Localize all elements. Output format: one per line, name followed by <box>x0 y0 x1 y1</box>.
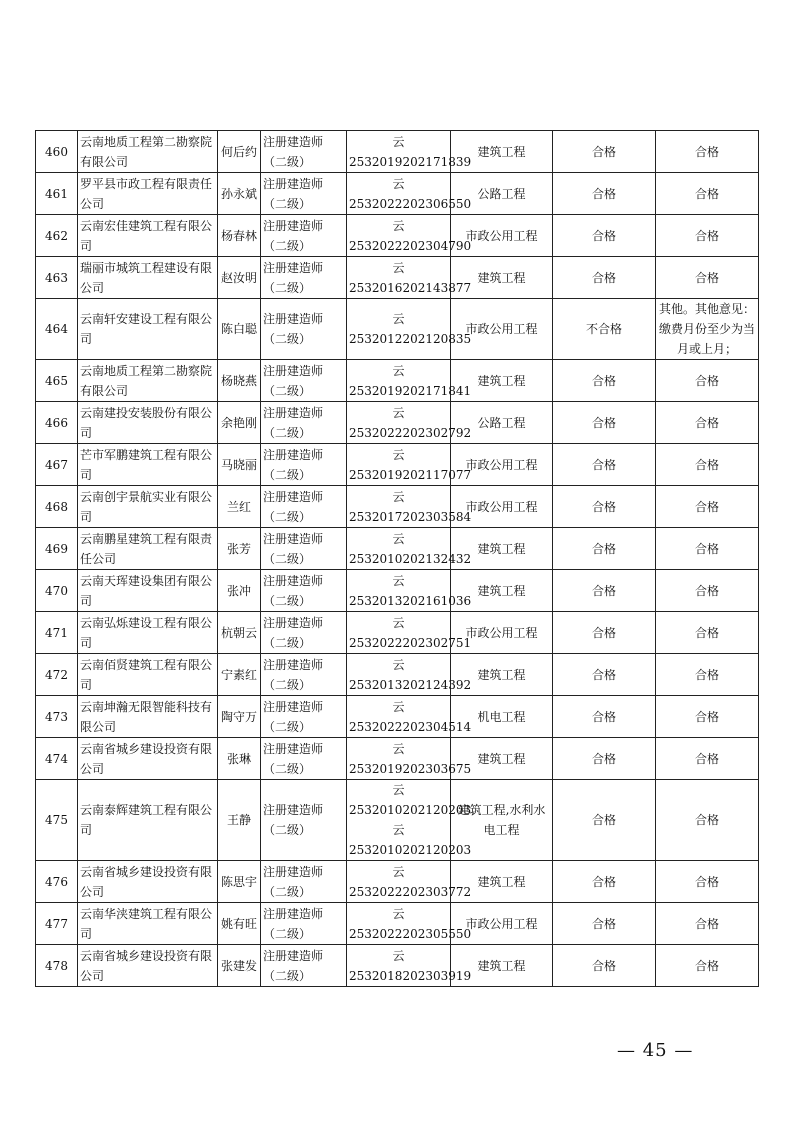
company-name: 云南省城乡建设投资有限公司 <box>78 861 218 903</box>
table-row <box>36 903 759 945</box>
major: 市政公用工程 <box>451 215 553 257</box>
review-result: 合格 <box>553 402 656 444</box>
person-name: 兰红 <box>218 486 261 528</box>
review-result: 合格 <box>553 945 656 987</box>
certificate-type: 注册建造师（二级） <box>261 299 347 360</box>
review-result: 不合格 <box>553 299 656 360</box>
row-number: 464 <box>36 299 78 360</box>
person-name: 张冲 <box>218 570 261 612</box>
review-result: 合格 <box>553 903 656 945</box>
review-opinion: 合格 <box>656 861 759 903</box>
company-name: 云南弘烁建设工程有限公司 <box>78 612 218 654</box>
table-row <box>36 738 759 780</box>
table-row <box>36 173 759 215</box>
row-number: 476 <box>36 861 78 903</box>
company-name: 云南建投安装股份有限公司 <box>78 402 218 444</box>
table-row <box>36 780 759 861</box>
row-number: 470 <box>36 570 78 612</box>
review-opinion: 合格 <box>656 486 759 528</box>
review-opinion: 合格 <box>656 738 759 780</box>
table-row <box>36 654 759 696</box>
review-result: 合格 <box>553 654 656 696</box>
person-name: 杨春林 <box>218 215 261 257</box>
person-name: 杭朝云 <box>218 612 261 654</box>
table-row <box>36 696 759 738</box>
company-name: 云南坤瀚无限智能科技有限公司 <box>78 696 218 738</box>
row-number: 467 <box>36 444 78 486</box>
person-name: 何后约 <box>218 131 261 173</box>
row-number: 468 <box>36 486 78 528</box>
row-number: 472 <box>36 654 78 696</box>
major: 建筑工程 <box>451 738 553 780</box>
registration-number: 云 2532022202302792 <box>347 402 451 444</box>
table-row <box>36 945 759 987</box>
review-result: 合格 <box>553 486 656 528</box>
certificate-type: 注册建造师（二级） <box>261 486 347 528</box>
certificate-type: 注册建造师（二级） <box>261 528 347 570</box>
review-opinion: 合格 <box>656 444 759 486</box>
table-row <box>36 486 759 528</box>
certificate-type: 注册建造师（二级） <box>261 696 347 738</box>
review-opinion: 合格 <box>656 402 759 444</box>
person-name: 张建发 <box>218 945 261 987</box>
major: 市政公用工程 <box>451 444 553 486</box>
review-result: 合格 <box>553 360 656 402</box>
table-row <box>36 570 759 612</box>
row-number: 474 <box>36 738 78 780</box>
review-result: 合格 <box>553 612 656 654</box>
certificate-type: 注册建造师（二级） <box>261 654 347 696</box>
company-name: 云南地质工程第二勘察院有限公司 <box>78 360 218 402</box>
review-opinion: 合格 <box>656 131 759 173</box>
person-name: 姚有旺 <box>218 903 261 945</box>
person-name: 赵汝明 <box>218 257 261 299</box>
table-row <box>36 528 759 570</box>
company-name: 瑞丽市城筑工程建设有限公司 <box>78 257 218 299</box>
review-result: 合格 <box>553 696 656 738</box>
certificate-type: 注册建造师（二级） <box>261 360 347 402</box>
review-opinion: 合格 <box>656 903 759 945</box>
registration-number: 云 2532018202303919 <box>347 945 451 987</box>
registration-number: 云 2532013202161036 <box>347 570 451 612</box>
company-name: 云南省城乡建设投资有限公司 <box>78 945 218 987</box>
table-row <box>36 215 759 257</box>
certificate-type: 注册建造师（二级） <box>261 738 347 780</box>
company-name: 云南华浃建筑工程有限公司 <box>78 903 218 945</box>
row-number: 475 <box>36 780 78 861</box>
review-result: 合格 <box>553 444 656 486</box>
row-number: 461 <box>36 173 78 215</box>
review-result: 合格 <box>553 738 656 780</box>
registration-number: 云 2532012202120835 <box>347 299 451 360</box>
registration-number: 云 2532022202304790 <box>347 215 451 257</box>
person-name: 陶守万 <box>218 696 261 738</box>
registration-number: 云 2532022202305550 <box>347 903 451 945</box>
major: 市政公用工程 <box>451 486 553 528</box>
major: 建筑工程 <box>451 570 553 612</box>
certificate-type: 注册建造师（二级） <box>261 257 347 299</box>
certificate-type: 注册建造师（二级） <box>261 945 347 987</box>
review-opinion: 合格 <box>656 257 759 299</box>
page-number: — 45 — <box>617 1040 694 1061</box>
registration-number: 云 2532013202124392 <box>347 654 451 696</box>
registration-number: 云 2532016202143877 <box>347 257 451 299</box>
certificate-type: 注册建造师（二级） <box>261 780 347 861</box>
registration-number: 云 2532010202120203, 云 2532010202120203 <box>347 780 451 861</box>
row-number: 463 <box>36 257 78 299</box>
table-row <box>36 360 759 402</box>
registration-number: 云 2532019202171841 <box>347 360 451 402</box>
table-row <box>36 861 759 903</box>
row-number: 462 <box>36 215 78 257</box>
registration-number: 云 2532022202304514 <box>347 696 451 738</box>
review-opinion: 合格 <box>656 696 759 738</box>
registration-number: 云 2532017202303584 <box>347 486 451 528</box>
row-number: 460 <box>36 131 78 173</box>
certificate-type: 注册建造师（二级） <box>261 215 347 257</box>
certificate-type: 注册建造师（二级） <box>261 903 347 945</box>
major: 建筑工程 <box>451 360 553 402</box>
company-name: 云南创宇景航实业有限公司 <box>78 486 218 528</box>
major: 公路工程 <box>451 402 553 444</box>
person-name: 张琳 <box>218 738 261 780</box>
review-opinion: 合格 <box>656 528 759 570</box>
company-name: 罗平县市政工程有限责任公司 <box>78 173 218 215</box>
table-row <box>36 131 759 173</box>
person-name: 孙永斌 <box>218 173 261 215</box>
row-number: 469 <box>36 528 78 570</box>
major: 市政公用工程 <box>451 612 553 654</box>
major: 建筑工程 <box>451 528 553 570</box>
major: 建筑工程 <box>451 257 553 299</box>
registration-number: 云 2532022202306550 <box>347 173 451 215</box>
major: 建筑工程 <box>451 861 553 903</box>
person-name: 陈白聪 <box>218 299 261 360</box>
certificate-type: 注册建造师（二级） <box>261 402 347 444</box>
table-row <box>36 402 759 444</box>
table-row <box>36 299 759 360</box>
company-name: 云南轩安建设工程有限公司 <box>78 299 218 360</box>
major: 公路工程 <box>451 173 553 215</box>
company-name: 云南省城乡建设投资有限公司 <box>78 738 218 780</box>
registration-number: 云 2532022202302751 <box>347 612 451 654</box>
company-name: 芒市军鹏建筑工程有限公司 <box>78 444 218 486</box>
review-result: 合格 <box>553 570 656 612</box>
company-name: 云南佰贤建筑工程有限公司 <box>78 654 218 696</box>
row-number: 477 <box>36 903 78 945</box>
review-result: 合格 <box>553 780 656 861</box>
review-opinion: 合格 <box>656 360 759 402</box>
certificate-type: 注册建造师（二级） <box>261 570 347 612</box>
major: 建筑工程 <box>451 131 553 173</box>
person-name: 杨晓燕 <box>218 360 261 402</box>
registration-number: 云 2532019202303675 <box>347 738 451 780</box>
review-result: 合格 <box>553 861 656 903</box>
registration-number: 云 2532022202303772 <box>347 861 451 903</box>
review-opinion: 合格 <box>656 612 759 654</box>
registration-number: 云 2532019202171839 <box>347 131 451 173</box>
company-name: 云南鹏星建筑工程有限责任公司 <box>78 528 218 570</box>
company-name: 云南宏佳建筑工程有限公司 <box>78 215 218 257</box>
table-row <box>36 612 759 654</box>
review-opinion: 合格 <box>656 654 759 696</box>
review-result: 合格 <box>553 131 656 173</box>
major: 市政公用工程 <box>451 299 553 360</box>
certificate-type: 注册建造师（二级） <box>261 612 347 654</box>
review-result: 合格 <box>553 215 656 257</box>
certificate-type: 注册建造师（二级） <box>261 444 347 486</box>
major: 建筑工程,水利水电工程 <box>451 780 553 861</box>
table-body <box>36 131 759 987</box>
review-opinion: 其他。其他意见：缴费月份至少为当月或上月； <box>656 299 759 360</box>
review-opinion: 合格 <box>656 570 759 612</box>
major: 市政公用工程 <box>451 903 553 945</box>
review-opinion: 合格 <box>656 173 759 215</box>
certificate-type: 注册建造师（二级） <box>261 861 347 903</box>
row-number: 465 <box>36 360 78 402</box>
table-row <box>36 444 759 486</box>
review-result: 合格 <box>553 528 656 570</box>
person-name: 陈思宇 <box>218 861 261 903</box>
row-number: 471 <box>36 612 78 654</box>
company-name: 云南天珲建设集团有限公司 <box>78 570 218 612</box>
review-opinion: 合格 <box>656 780 759 861</box>
major: 机电工程 <box>451 696 553 738</box>
review-opinion: 合格 <box>656 215 759 257</box>
certificate-type: 注册建造师（二级） <box>261 131 347 173</box>
person-name: 马晓丽 <box>218 444 261 486</box>
registration-number: 云 2532019202117077 <box>347 444 451 486</box>
review-opinion: 合格 <box>656 945 759 987</box>
company-name: 云南地质工程第二勘察院有限公司 <box>78 131 218 173</box>
review-result: 合格 <box>553 173 656 215</box>
row-number: 478 <box>36 945 78 987</box>
row-number: 466 <box>36 402 78 444</box>
certificate-type: 注册建造师（二级） <box>261 173 347 215</box>
qualification-table <box>35 130 759 987</box>
review-result: 合格 <box>553 257 656 299</box>
person-name: 宁素红 <box>218 654 261 696</box>
table-row <box>36 257 759 299</box>
person-name: 王静 <box>218 780 261 861</box>
major: 建筑工程 <box>451 945 553 987</box>
row-number: 473 <box>36 696 78 738</box>
registration-number: 云 2532010202132432 <box>347 528 451 570</box>
person-name: 张芳 <box>218 528 261 570</box>
person-name: 余艳刚 <box>218 402 261 444</box>
company-name: 云南泰辉建筑工程有限公司 <box>78 780 218 861</box>
major: 建筑工程 <box>451 654 553 696</box>
